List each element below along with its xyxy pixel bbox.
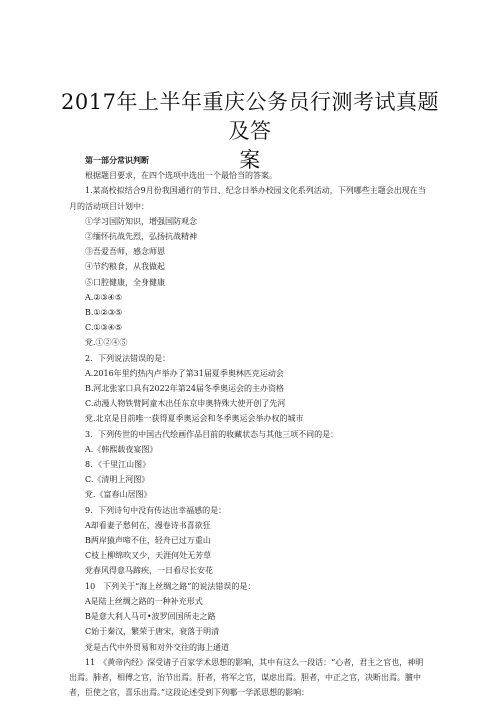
- question-10-option: 党是古代中外贸易和对外交往的海上通道: [85, 642, 229, 652]
- question-3-option: C.《清明上河图》: [85, 475, 150, 485]
- question-2-stem: 2．下列说法错误的是：: [85, 353, 171, 363]
- question-1-item: ④节约粮食，从我做起: [85, 262, 165, 272]
- section-heading: 第一部分常识判断: [85, 155, 149, 165]
- question-1-option: A.②③④⑤: [85, 292, 123, 302]
- title-line-2: 案: [239, 148, 261, 172]
- question-10-option: A是陆上丝绸之路的一种补充形式: [85, 596, 203, 606]
- question-2-option: A.2016年里约热内卢举办了第31届夏季奥林匹克运动会: [85, 368, 284, 378]
- question-3-option: 8．《千里江山图》: [85, 460, 151, 470]
- question-2-option: B.河北张家口具有2022年第24届冬季奥运会的主办资格: [85, 384, 284, 394]
- question-1-option: B.①②③⑤: [85, 308, 123, 318]
- question-9-option: C枝上柳绵吹又少，天涯何处无芳草: [85, 551, 212, 561]
- question-11-stem: 11 《黄帝内经》深受诸子百家学术思想的影响，其中有这么一段话：“心者，君主之官也，神明出焉。肺者，相傅之官，治节出焉。肝者，将军之官，谋虑出焉。胆者，中正之官，决断出焉。膻中者，臣使之官，喜乐出焉。”这段论述受到下列哪一学派思想的影响：: [69, 657, 424, 698]
- instruction-text: 根据题目要求，在四个选项中选出一个最恰当的答案。: [85, 171, 277, 181]
- question-1-item: ②缅怀抗战先烈，弘扬抗战精神: [85, 232, 197, 242]
- question-9-option: B两岸猿声啼不住，轻舟已过万重山: [85, 536, 211, 546]
- question-9-stem: 9．下列诗句中没有传达出幸福感的是：: [85, 505, 227, 515]
- document-body: [69, 153, 431, 700]
- question-10-option: B是意大利人马可•波罗回国所走之路: [85, 612, 216, 622]
- title-line-1: 2017年上半年重庆公务员行测考试真题及答: [61, 90, 439, 143]
- question-1-item: ⑤口腔健康，全身健康: [85, 277, 165, 287]
- question-3-option: A.《韩熙载夜宴图》: [85, 444, 158, 454]
- question-1-item: ③吾爱吾师，感念师恩: [85, 247, 165, 257]
- question-3-stem: 3．下列传世的中国古代绘画作品目前的收藏状态与其他三项不同的是：: [85, 429, 339, 439]
- question-2-option: C.动漫人物铁臂阿童木出任东京申奥特殊大使开创了先河: [85, 399, 286, 409]
- question-1-option: 党.①②④⑤: [85, 338, 128, 348]
- question-9-option: 党春风得意马蹄疾，一日看尽长安花: [85, 566, 213, 576]
- question-2-option: 党.北京是目前唯一获得夏季奥运会和冬季奥运会举办权的城市: [85, 414, 304, 424]
- question-1-stem: 1.某高校拟结合9月份我国通行的节日、纪念日举办校园文化系列活动，下列哪些主题会出现在当月的活动项目计划中：: [69, 186, 426, 211]
- question-10-stem: 10 下列关于“海上丝绸之路”的说法错误的是：: [85, 581, 256, 591]
- question-10-option: C始于秦汉，繁荣于唐宋，衰落于明清: [85, 627, 220, 637]
- question-1-item: ①学习国防知识，增强国防观念: [85, 216, 197, 226]
- question-1-option: C.①③④⑤: [85, 323, 123, 333]
- question-9-option: A却看妻子愁何在，漫卷诗书喜欲狂: [85, 520, 211, 530]
- question-3-option: 党.《富春山居图》: [85, 490, 152, 500]
